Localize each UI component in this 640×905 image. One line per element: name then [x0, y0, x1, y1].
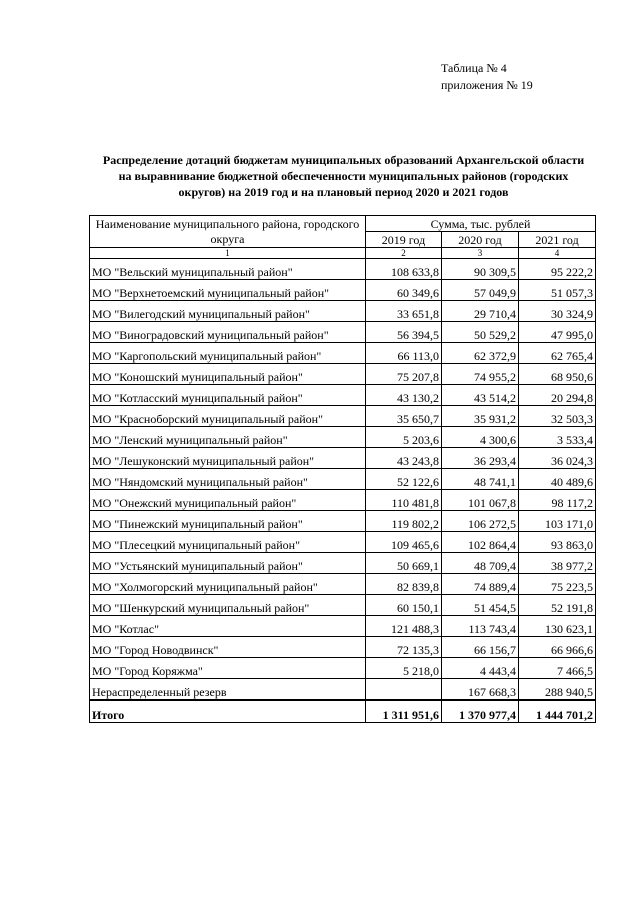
row-value-y2021: 68 950,6	[519, 364, 596, 385]
row-value-y2020: 48 709,4	[442, 553, 519, 574]
total-row	[90, 700, 596, 723]
row-value-y2019: 5 218,0	[366, 658, 442, 679]
row-name: МО "Котлас"	[90, 616, 366, 637]
table-row	[90, 343, 596, 364]
total-value-y2021: 1 444 701,2	[519, 700, 596, 723]
row-value-y2021: 130 623,1	[519, 616, 596, 637]
row-value-y2021: 40 489,6	[519, 469, 596, 490]
row-value-y2020: 74 889,4	[442, 574, 519, 595]
sum-column-header: Сумма, тыс. рублей	[366, 216, 596, 232]
table-row	[90, 406, 596, 427]
row-value-y2020: 43 514,2	[442, 385, 519, 406]
table-row	[90, 259, 596, 280]
row-name: МО "Пинежский муниципальный район"	[90, 511, 366, 532]
row-value-y2020: 4 300,6	[442, 427, 519, 448]
row-name: МО "Коношский муниципальный район"	[90, 364, 366, 385]
row-name: МО "Шенкурский муниципальный район"	[90, 595, 366, 616]
row-value-y2020: 50 529,2	[442, 322, 519, 343]
table-number: Таблица № 4	[441, 61, 507, 75]
row-value-y2021: 30 324,9	[519, 301, 596, 322]
row-value-y2019: 60 150,1	[366, 595, 442, 616]
table-row	[90, 658, 596, 679]
table-row	[90, 448, 596, 469]
table-row	[90, 301, 596, 322]
table-row	[90, 574, 596, 595]
table-row	[90, 364, 596, 385]
row-value-y2021: 103 171,0	[519, 511, 596, 532]
row-name: МО "Вельский муниципальный район"	[90, 259, 366, 280]
table-row	[90, 616, 596, 637]
row-value-y2020: 4 443,4	[442, 658, 519, 679]
table-reference	[441, 60, 533, 94]
row-name: МО "Красноборский муниципальный район"	[90, 406, 366, 427]
document-title: Распределение дотаций бюджетам муниципальных образований Архангельской области на выравнивание бюджетной обеспеченности муниципальных районов (городских округов) на 2019 год и на плановый период 2020 и 2021 годов	[102, 153, 585, 199]
row-value-y2021: 66 966,6	[519, 637, 596, 658]
dotation-table	[89, 215, 596, 723]
table-row	[90, 469, 596, 490]
row-name: МО "Устьянский муниципальный район"	[90, 553, 366, 574]
row-value-y2021: 47 995,0	[519, 322, 596, 343]
total-value-y2019: 1 311 951,6	[366, 700, 442, 723]
name-column-header: Наименование муниципального района, городского округа	[90, 216, 366, 248]
row-value-y2021: 20 294,8	[519, 385, 596, 406]
row-name: МО "Лешуконский муниципальный район"	[90, 448, 366, 469]
column-number: 2	[366, 248, 442, 259]
row-value-y2019: 72 135,3	[366, 637, 442, 658]
row-value-y2020: 62 372,9	[442, 343, 519, 364]
row-value-y2020: 102 864,4	[442, 532, 519, 553]
row-value-y2019: 108 633,8	[366, 259, 442, 280]
row-value-y2021: 95 222,2	[519, 259, 596, 280]
row-value-y2020: 29 710,4	[442, 301, 519, 322]
table-row	[90, 490, 596, 511]
row-value-y2021: 51 057,3	[519, 280, 596, 301]
row-value-y2019: 50 669,1	[366, 553, 442, 574]
row-value-y2020: 51 454,5	[442, 595, 519, 616]
row-value-y2020: 66 156,7	[442, 637, 519, 658]
year-header-2019: 2019 год	[366, 232, 442, 248]
row-name: МО "Ленский муниципальный район"	[90, 427, 366, 448]
row-value-y2019	[366, 679, 442, 701]
row-value-y2019: 43 243,8	[366, 448, 442, 469]
year-header-2020: 2020 год	[442, 232, 519, 248]
table-row	[90, 679, 596, 701]
year-header-2021: 2021 год	[519, 232, 596, 248]
row-value-y2019: 110 481,8	[366, 490, 442, 511]
column-number: 3	[442, 248, 519, 259]
row-value-y2021: 93 863,0	[519, 532, 596, 553]
row-value-y2021: 38 977,2	[519, 553, 596, 574]
row-value-y2020: 167 668,3	[442, 679, 519, 701]
row-name: МО "Город Коряжма"	[90, 658, 366, 679]
table-row	[90, 322, 596, 343]
row-value-y2019: 121 488,3	[366, 616, 442, 637]
row-value-y2020: 101 067,8	[442, 490, 519, 511]
total-label: Итого	[90, 700, 366, 723]
row-value-y2020: 57 049,9	[442, 280, 519, 301]
row-name: МО "Холмогорский муниципальный район"	[90, 574, 366, 595]
row-value-y2020: 113 743,4	[442, 616, 519, 637]
row-value-y2019: 60 349,6	[366, 280, 442, 301]
row-value-y2019: 66 113,0	[366, 343, 442, 364]
column-number: 1	[90, 248, 366, 259]
row-value-y2019: 82 839,8	[366, 574, 442, 595]
row-value-y2021: 288 940,5	[519, 679, 596, 701]
table-row	[90, 553, 596, 574]
row-value-y2019: 5 203,6	[366, 427, 442, 448]
row-name: МО "Город Новодвинск"	[90, 637, 366, 658]
row-value-y2021: 32 503,3	[519, 406, 596, 427]
row-value-y2021: 62 765,4	[519, 343, 596, 364]
row-value-y2021: 7 466,5	[519, 658, 596, 679]
row-value-y2019: 75 207,8	[366, 364, 442, 385]
row-name: МО "Онежский муниципальный район"	[90, 490, 366, 511]
row-name: МО "Виноградовский муниципальный район"	[90, 322, 366, 343]
table-row	[90, 637, 596, 658]
row-value-y2019: 119 802,2	[366, 511, 442, 532]
row-name: МО "Плесецкий муниципальный район"	[90, 532, 366, 553]
row-value-y2021: 75 223,5	[519, 574, 596, 595]
appendix-number: приложения № 19	[441, 78, 533, 92]
table-row	[90, 385, 596, 406]
row-value-y2020: 90 309,5	[442, 259, 519, 280]
row-name: МО "Вилегодский муниципальный район"	[90, 301, 366, 322]
row-value-y2021: 3 533,4	[519, 427, 596, 448]
row-name: МО "Котласский муниципальный район"	[90, 385, 366, 406]
row-value-y2021: 52 191,8	[519, 595, 596, 616]
table-row	[90, 511, 596, 532]
row-value-y2020: 74 955,2	[442, 364, 519, 385]
row-value-y2019: 52 122,6	[366, 469, 442, 490]
row-name: МО "Верхнетоемский муниципальный район"	[90, 280, 366, 301]
table-row	[90, 280, 596, 301]
row-name: МО "Каргопольский муниципальный район"	[90, 343, 366, 364]
row-value-y2019: 33 651,8	[366, 301, 442, 322]
column-number: 4	[519, 248, 596, 259]
row-value-y2021: 36 024,3	[519, 448, 596, 469]
row-value-y2021: 98 117,2	[519, 490, 596, 511]
row-value-y2019: 109 465,6	[366, 532, 442, 553]
table-row	[90, 595, 596, 616]
row-value-y2019: 43 130,2	[366, 385, 442, 406]
total-value-y2020: 1 370 977,4	[442, 700, 519, 723]
row-value-y2020: 36 293,4	[442, 448, 519, 469]
row-value-y2019: 35 650,7	[366, 406, 442, 427]
row-value-y2020: 35 931,2	[442, 406, 519, 427]
row-name: МО "Няндомский муниципальный район"	[90, 469, 366, 490]
table-row	[90, 427, 596, 448]
row-value-y2020: 48 741,1	[442, 469, 519, 490]
row-name: Нераспределенный резерв	[90, 679, 366, 701]
row-value-y2020: 106 272,5	[442, 511, 519, 532]
table-row	[90, 532, 596, 553]
row-value-y2019: 56 394,5	[366, 322, 442, 343]
